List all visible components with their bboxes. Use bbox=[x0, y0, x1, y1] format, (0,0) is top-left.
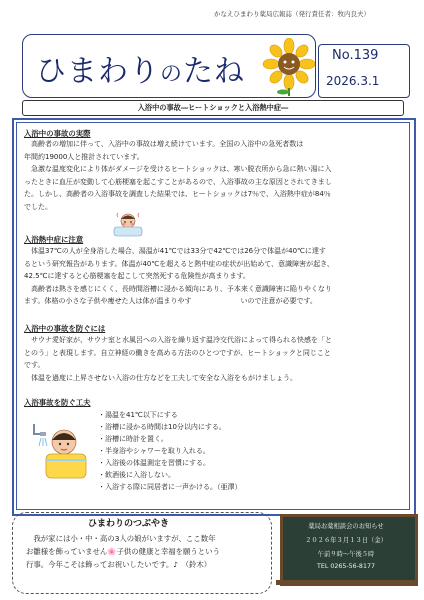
tip-item: ・入浴後の体温測定を習慣にする。 bbox=[98, 459, 210, 467]
section-accidents-body bbox=[24, 138, 332, 213]
topic-banner: 入浴中の事故―ヒートショックと入浴熱中症― bbox=[22, 100, 404, 116]
section-heatstroke-body bbox=[24, 245, 334, 308]
tip-item: ・浴槽に時計を置く。 bbox=[98, 435, 168, 443]
paragraph-line: 急激な温度変化により体がダメージを受けるヒートショックは、寒い脱衣所から急に熱い湯に入 bbox=[24, 165, 332, 173]
issue-date: 2026.3.1 bbox=[326, 74, 380, 88]
tsubuyaki-title: ひまわりのつぶやき bbox=[88, 519, 170, 529]
tip-item: ・浴槽に浸かる時間は10分以内にする。 bbox=[98, 423, 226, 431]
tsubuyaki-line: お雛様を飾っていません🌸子供の健康と幸福を願うという bbox=[26, 547, 220, 556]
notice-heading: 薬局お薬相談会のお知らせ bbox=[308, 523, 384, 530]
paragraph-line: た。しかし、高齢者の入浴事故を調査した結果では、ヒートショックは7％で、入浴熱中症が84％ bbox=[24, 190, 331, 198]
title-tail: たね bbox=[183, 54, 246, 89]
tip-item: ・入浴する際に同居者に一声かける。（亜澤） bbox=[98, 483, 242, 491]
section-title-tips: 入浴事故を防ぐ工夫 bbox=[24, 398, 91, 407]
paragraph-line: 高齢者は熱さを感じにくく、長時間浴槽に浸かる傾向にあり、予本来く意識障害に陥りやくなり bbox=[24, 284, 332, 293]
chalkboard-stand bbox=[276, 580, 416, 585]
notice-hours: 午前９時～午後５時 bbox=[317, 551, 375, 558]
section-prevention-body bbox=[24, 334, 332, 384]
paragraph-line: ます。体格の小さな子供や痩せた人は体が温まりやす いので注意が必要です。 bbox=[24, 297, 317, 305]
tsubuyaki-line: 行事。今年こそは飾ってお祝いしたいです。♪ （鈴木） bbox=[26, 560, 212, 569]
paragraph-line: でした。 bbox=[24, 202, 52, 211]
shower-bath-icon bbox=[28, 420, 88, 484]
section-title-accidents: 入浴中の事故の実際 bbox=[24, 129, 91, 138]
paragraph-line: サウナ愛好家が、サウナ室と水風呂への入浴を繰り返す温冷交代浴によって得られる快感を「と bbox=[24, 336, 332, 344]
section-title-prevention: 入浴中の事故を防ぐには bbox=[24, 324, 106, 333]
paragraph-line: 体温37℃の人が全身浴した場合、湯温が41℃では33分で42℃では26分で体温が40℃に達す bbox=[24, 247, 326, 255]
paragraph-line: 年間約19000人と推計されています。 bbox=[24, 152, 144, 161]
paragraph-line: ったときに血圧が変動して心筋梗塞を起こすことがあるので、入浴事故の主な原因とされてきまし bbox=[24, 177, 332, 186]
paragraph-line: るという研究報告があります。体温が40℃を超えると熱中症の症状が出始めて、意識障害が起き、 bbox=[24, 259, 334, 268]
bathing-person-icon bbox=[112, 212, 144, 238]
sunflower-icon bbox=[262, 38, 316, 96]
section-title-heatstroke: 入浴熱中症に注意 bbox=[24, 235, 84, 244]
paragraph-line: 体温を過度に上昇させない入浴の仕方などを工夫して安全な入浴をもがけましょう。 bbox=[24, 373, 297, 382]
notice-date: ２０２６年３月１３日（金） bbox=[305, 537, 387, 544]
paragraph-line: 高齢者の増加に伴って、入浴中の事故は増え続けています。全国の入浴中の急死者数は bbox=[24, 140, 304, 148]
title-main: ひまわり bbox=[36, 54, 160, 89]
tip-item: ・湯温を41℃以下にする bbox=[98, 411, 178, 419]
paragraph-line: です。 bbox=[24, 361, 45, 369]
notice-phone: TEL 0265-56-8177 bbox=[317, 563, 375, 570]
publisher-line: かなえひまわり薬局広報誌（発行責任者：牧内良夫） bbox=[214, 10, 370, 18]
tip-item: ・飲酒後に入浴しない。 bbox=[98, 471, 175, 479]
title-no: の bbox=[160, 62, 184, 87]
tsubuyaki-line: 我が家には小・中・高の3人の娘がいますが、ここ数年 bbox=[26, 534, 216, 543]
tsubuyaki-text bbox=[26, 532, 262, 571]
paragraph-line: 42.5℃に達すると心筋梗塞を起こして突然死する危険性が高まります。 bbox=[24, 272, 250, 280]
paragraph-line: とのう」と表現します。自立神経の働きを高める方法のひとつですが、ヒートショックと同じこと bbox=[24, 348, 331, 357]
newsletter-title bbox=[36, 46, 245, 90]
issue-number: No.139 bbox=[332, 48, 379, 63]
tip-item: ・半身浴やシャワーを取り入れる。 bbox=[98, 447, 210, 455]
